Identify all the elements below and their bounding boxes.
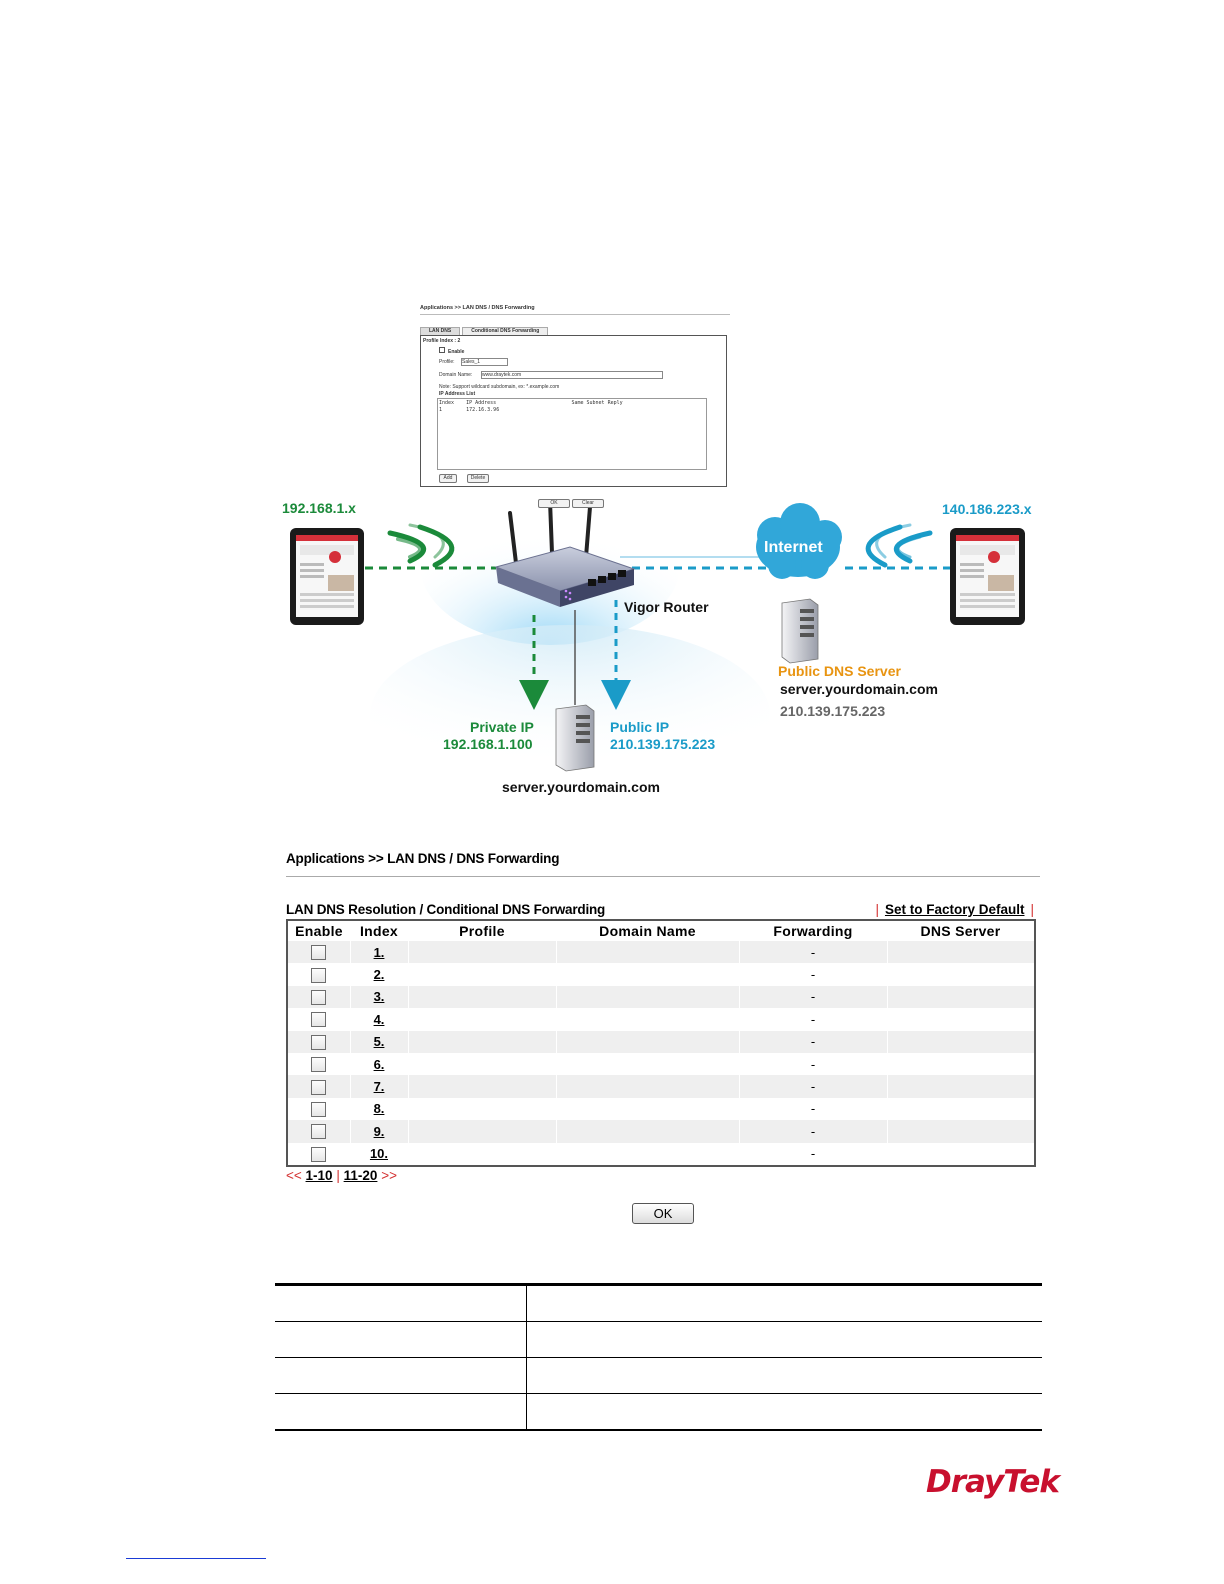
enable-cell — [287, 986, 350, 1008]
mini-profile-label: Profile: — [439, 359, 455, 365]
col-domain-name: Domain Name — [599, 923, 696, 939]
table-row — [287, 1098, 1035, 1120]
pager-prev[interactable]: << — [286, 1168, 302, 1183]
enable-checkbox[interactable] — [311, 1080, 326, 1095]
table-top-rule — [275, 1283, 1042, 1286]
left-tablet-icon — [290, 528, 364, 625]
enable-checkbox[interactable] — [311, 990, 326, 1005]
index-cell — [350, 1075, 408, 1097]
enable-checkbox[interactable] — [311, 1124, 326, 1139]
mini-tab-lan-dns: LAN DNS — [420, 327, 460, 335]
index-link[interactable]: 5. — [373, 1034, 385, 1050]
index-link[interactable]: 7. — [373, 1079, 385, 1095]
mini-list-row: 1 172.16.3.96 — [439, 407, 500, 413]
domain-cell — [556, 986, 739, 1008]
table-body — [287, 941, 1035, 1166]
table-column-divider — [526, 1285, 527, 1429]
mini-profile-index: Profile Index : 2 — [423, 338, 461, 344]
col-forwarding: Forwarding — [773, 923, 853, 939]
table-row — [287, 1008, 1035, 1030]
forwarding-cell: - — [739, 1098, 887, 1120]
mini-domain-label: Domain Name: — [439, 372, 473, 378]
left-ip-label: 192.168.1.x — [282, 500, 356, 516]
public-dns-domain: server.yourdomain.com — [780, 681, 938, 697]
index-cell — [350, 1098, 408, 1120]
enable-checkbox[interactable] — [311, 1012, 326, 1027]
table-row — [287, 1075, 1035, 1097]
table-bottom-rule — [275, 1429, 1042, 1431]
enable-cell — [287, 1143, 350, 1166]
col-index: Index — [359, 923, 399, 939]
domain-cell — [556, 1031, 739, 1053]
profile-cell — [408, 1143, 556, 1166]
ok-button[interactable]: OK — [632, 1203, 694, 1224]
domain-cell — [556, 1075, 739, 1097]
index-link[interactable]: 6. — [373, 1056, 385, 1072]
mini-tabs — [420, 327, 550, 335]
table-row — [287, 1053, 1035, 1075]
page-breadcrumb: Applications >> LAN DNS / DNS Forwarding — [286, 851, 560, 866]
dns-server-cell — [887, 1143, 1035, 1166]
pager-page-11-20[interactable]: 11-20 — [343, 1168, 378, 1183]
enable-checkbox[interactable] — [311, 968, 326, 983]
dns-server-cell — [887, 1031, 1035, 1053]
index-link[interactable]: 10. — [369, 1146, 389, 1162]
profile-cell — [408, 1053, 556, 1075]
forwarding-cell: - — [739, 1008, 887, 1030]
domain-cell — [556, 1008, 739, 1030]
mini-domain-input: www.draytek.com — [481, 371, 663, 379]
network-diagram — [270, 295, 1060, 805]
index-link[interactable]: 9. — [373, 1123, 385, 1139]
domain-cell — [556, 1053, 739, 1075]
enable-checkbox[interactable] — [311, 1147, 326, 1162]
pager — [286, 1168, 397, 1183]
profile-cell — [408, 1120, 556, 1142]
profile-cell — [408, 1031, 556, 1053]
mini-enable-row — [439, 347, 464, 355]
forwarding-cell: - — [739, 941, 887, 963]
enable-cell — [287, 1053, 350, 1075]
public-dns-server-icon — [782, 599, 818, 663]
forwarding-cell: - — [739, 1143, 887, 1166]
forwarding-cell: - — [739, 963, 887, 985]
mini-profile-input: Sales_1 — [461, 358, 508, 366]
mini-clear-button: Clear — [572, 499, 604, 508]
mini-enable-checkbox — [439, 347, 445, 353]
mini-panel — [420, 335, 727, 487]
dns-server-cell — [887, 986, 1035, 1008]
index-link[interactable]: 2. — [373, 967, 385, 983]
mini-ok-button: OK — [538, 499, 570, 508]
mini-breadcrumb: Applications >> LAN DNS / DNS Forwarding — [420, 305, 535, 311]
factory-default-link[interactable]: Set to Factory Default — [884, 902, 1025, 917]
table-row — [287, 941, 1035, 963]
dns-server-cell — [887, 1120, 1035, 1142]
enable-cell — [287, 1008, 350, 1030]
table-row-rule-2 — [275, 1357, 1042, 1358]
mini-ip-list-label: IP Address List — [439, 391, 476, 397]
domain-cell — [556, 1120, 739, 1142]
dns-forwarding-table — [286, 919, 1036, 1167]
private-ip-value: 192.168.1.100 — [443, 736, 533, 752]
embedded-config-screenshot — [420, 295, 730, 506]
pager-page-1-10[interactable]: 1-10 — [305, 1168, 333, 1183]
dns-server-cell — [887, 963, 1035, 985]
mini-divider — [420, 314, 730, 315]
draytek-logo: DrayTek — [926, 1464, 1059, 1500]
domain-cell — [556, 1098, 739, 1120]
pager-separator: | — [336, 1168, 340, 1183]
mini-add-button: Add — [439, 474, 457, 483]
public-ip-title: Public IP — [610, 719, 670, 735]
right-tablet-icon — [950, 528, 1025, 625]
forwarding-cell: - — [739, 1120, 887, 1142]
server-domain-label: server.yourdomain.com — [502, 779, 660, 795]
index-link[interactable]: 8. — [373, 1101, 385, 1117]
right-ip-label: 140.186.223.x — [942, 501, 1032, 517]
profile-cell — [408, 963, 556, 985]
col-dns-server: DNS Server — [920, 923, 1001, 939]
enable-cell — [287, 1098, 350, 1120]
enable-checkbox[interactable] — [311, 1102, 326, 1117]
table-row — [287, 1031, 1035, 1053]
table-row — [287, 1143, 1035, 1166]
table-header-row — [287, 920, 1035, 941]
mini-delete-button: Delete — [467, 474, 489, 483]
index-link[interactable]: 4. — [373, 1011, 385, 1027]
enable-checkbox[interactable] — [311, 1035, 326, 1050]
local-server-icon — [556, 705, 594, 771]
enable-cell — [287, 941, 350, 963]
table-row-rule-1 — [275, 1321, 1042, 1322]
enable-cell — [287, 1120, 350, 1142]
mini-enable-label: Enable — [448, 349, 465, 355]
index-cell — [350, 986, 408, 1008]
index-cell — [350, 941, 408, 963]
enable-cell — [287, 963, 350, 985]
table-row — [287, 986, 1035, 1008]
index-cell — [350, 1031, 408, 1053]
index-cell — [350, 1143, 408, 1166]
dns-server-cell — [887, 1008, 1035, 1030]
forwarding-cell: - — [739, 1031, 887, 1053]
breadcrumb-divider — [286, 876, 1040, 877]
public-dns-title: Public DNS Server — [778, 663, 901, 679]
index-link[interactable]: 3. — [373, 989, 385, 1005]
mini-note: Note: Support wildcard subdomain, ex: *.example.com — [439, 384, 560, 390]
profile-cell — [408, 1008, 556, 1030]
forwarding-cell: - — [739, 1075, 887, 1097]
enable-cell — [287, 1075, 350, 1097]
internet-label: Internet — [764, 539, 823, 556]
dns-server-cell — [887, 941, 1035, 963]
enable-checkbox[interactable] — [311, 1057, 326, 1072]
profile-cell — [408, 986, 556, 1008]
section-title: LAN DNS Resolution / Conditional DNS Forwarding — [286, 902, 606, 917]
profile-cell — [408, 941, 556, 963]
profile-cell — [408, 1075, 556, 1097]
factory-default-area: | Set to Factory Default | — [875, 902, 1034, 917]
public-dns-ip: 210.139.175.223 — [780, 703, 886, 719]
forwarding-cell: - — [739, 1053, 887, 1075]
right-wifi-icon — [868, 525, 930, 565]
table-row — [287, 963, 1035, 985]
table-row — [287, 1120, 1035, 1142]
dns-server-cell — [887, 1053, 1035, 1075]
private-ip-title: Private IP — [470, 719, 534, 735]
forwarding-cell: - — [739, 986, 887, 1008]
index-cell — [350, 1120, 408, 1142]
profile-cell — [408, 1098, 556, 1120]
dns-server-cell — [887, 1075, 1035, 1097]
index-link[interactable]: 1. — [373, 944, 385, 960]
dns-server-cell — [887, 1098, 1035, 1120]
mini-tab-conditional: Conditional DNS Forwarding — [462, 327, 548, 335]
description-table — [275, 1283, 1042, 1431]
domain-cell — [556, 963, 739, 985]
table-row-rule-3 — [275, 1393, 1042, 1394]
index-cell — [350, 963, 408, 985]
pager-next[interactable]: >> — [381, 1168, 397, 1183]
index-cell — [350, 1053, 408, 1075]
enable-checkbox[interactable] — [311, 945, 326, 960]
mini-list-header: Index IP Address Same Subnet Reply — [439, 400, 623, 406]
col-enable: Enable — [295, 923, 343, 939]
public-ip-value: 210.139.175.223 — [610, 736, 716, 752]
domain-cell — [556, 1143, 739, 1166]
domain-cell — [556, 941, 739, 963]
enable-cell — [287, 1031, 350, 1053]
footer-link-line — [126, 1558, 266, 1559]
col-profile: Profile — [459, 923, 505, 939]
index-cell — [350, 1008, 408, 1030]
router-label: Vigor Router — [624, 599, 709, 615]
